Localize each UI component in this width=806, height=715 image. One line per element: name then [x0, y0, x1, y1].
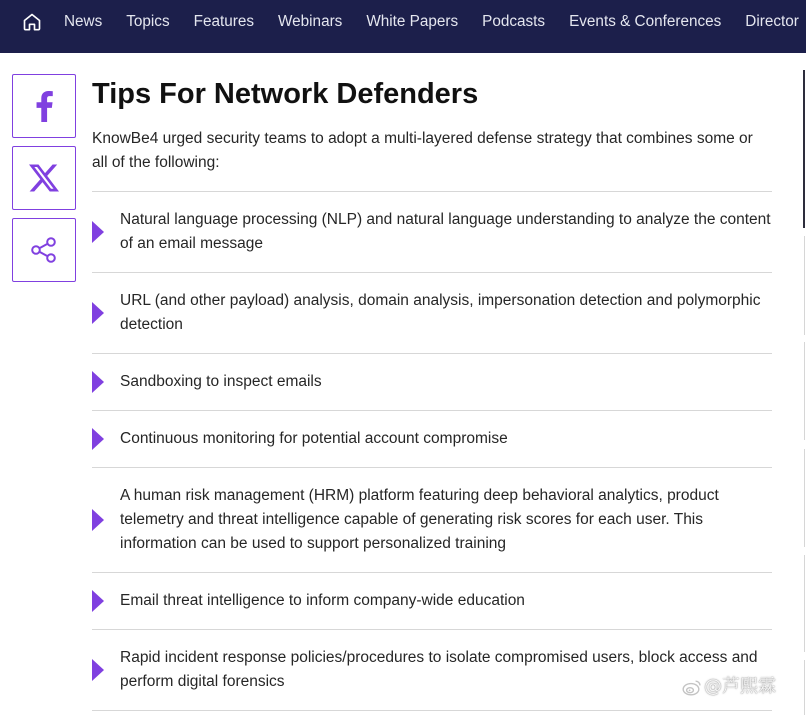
nav-link-white-papers[interactable]: White Papers	[366, 13, 459, 30]
list-item	[92, 468, 772, 573]
top-navigation-bar	[0, 0, 806, 53]
list-item-text: Rapid incident response policies/procedures to isolate compromised users, block access and perform digital forensics	[120, 649, 758, 690]
triangle-bullet-icon	[92, 428, 104, 450]
sidebar-edge	[804, 449, 805, 547]
section-heading: Tips For Network Defenders	[92, 78, 479, 110]
sidebar-edge	[804, 342, 805, 440]
watermark-text: @芦熙霖	[704, 676, 776, 697]
nav-link-webinars[interactable]: Webinars	[277, 13, 343, 30]
share-buttons	[12, 74, 76, 290]
list-item-text: Sandboxing to inspect emails	[120, 373, 322, 390]
nav-link-podcasts[interactable]: Podcasts	[482, 13, 546, 30]
list-item-text: URL (and other payload) analysis, domain analysis, impersonation detection and polymorphic detection	[120, 292, 761, 333]
triangle-bullet-icon	[92, 590, 104, 612]
list-item-text: Continuous monitoring for potential account compromise	[120, 430, 508, 447]
list-item	[92, 630, 772, 711]
list-item	[92, 192, 772, 273]
facebook-share-button[interactable]	[12, 74, 76, 138]
triangle-bullet-icon	[92, 371, 104, 393]
list-item	[92, 354, 772, 411]
list-item	[92, 411, 772, 468]
triangle-bullet-icon	[92, 509, 104, 531]
nav-link-news[interactable]: News	[64, 13, 103, 30]
share-button[interactable]	[12, 218, 76, 282]
sidebar-edge	[804, 555, 805, 652]
article-section	[92, 76, 772, 711]
triangle-bullet-icon	[92, 659, 104, 681]
list-item-text: A human risk management (HRM) platform featuring deep behavioral analytics, product telemetry and threat intelligence capable of generating risk scores for each user. This information can be used to support personalized training	[120, 487, 719, 552]
list-item	[92, 273, 772, 354]
x-icon[interactable]	[29, 163, 59, 193]
list-item-text: Natural language processing (NLP) and natural language understanding to analyze the content of an email message	[120, 211, 771, 252]
nav-link-events-conferences[interactable]: Events & Conferences	[569, 13, 722, 30]
triangle-bullet-icon	[92, 221, 104, 243]
home-icon[interactable]	[22, 12, 42, 32]
sidebar-edge	[804, 236, 805, 335]
tips-list	[92, 191, 772, 711]
sidebar-edge-active	[803, 70, 805, 228]
facebook-icon[interactable]	[36, 91, 53, 122]
home-link[interactable]	[22, 12, 42, 32]
nav-links	[64, 0, 799, 44]
list-item	[92, 573, 772, 630]
sidebar-edge	[804, 660, 805, 715]
x-share-button[interactable]	[12, 146, 76, 210]
nav-link-topics[interactable]: Topics	[126, 13, 170, 30]
nav-link-features[interactable]: Features	[193, 13, 254, 30]
intro-paragraph: KnowBe4 urged security teams to adopt a multi-layered defense strategy that combines some or all of the following:	[92, 130, 753, 171]
nav-link-directories[interactable]: Director	[745, 13, 799, 30]
share-icon[interactable]	[30, 236, 58, 264]
triangle-bullet-icon	[92, 302, 104, 324]
list-item-text: Email threat intelligence to inform company-wide education	[120, 592, 525, 609]
